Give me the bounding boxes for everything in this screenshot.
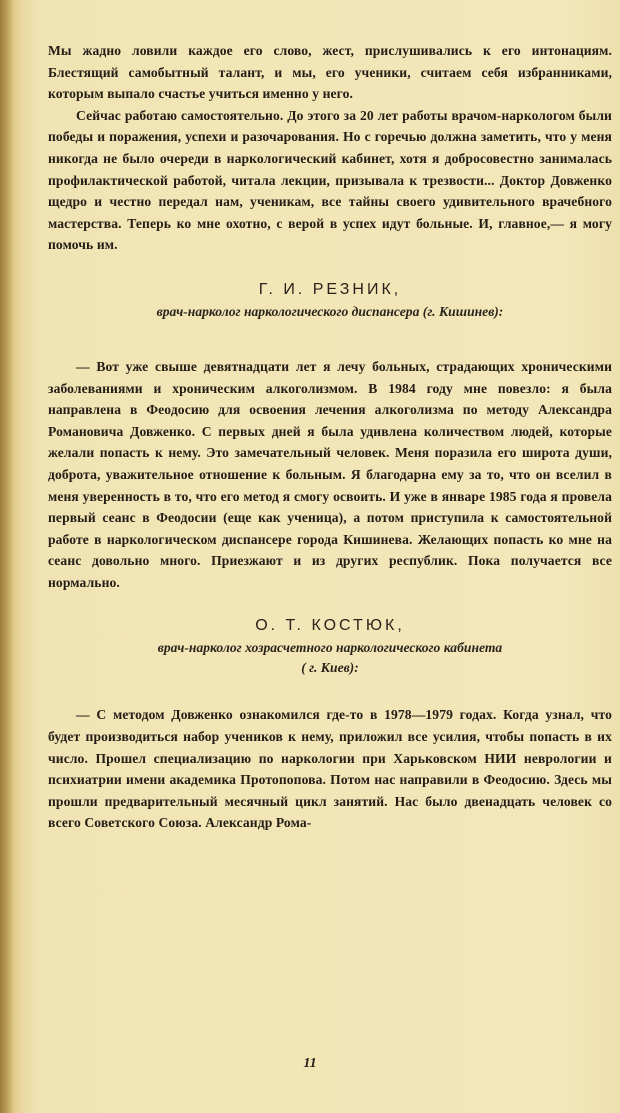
author-role-reznik: врач-нарколог наркологического диспансера (г. Кишинев): — [156, 303, 504, 319]
author-heading-reznik: Г. И. РЕЗНИК, — [258, 280, 402, 298]
author-role-kostyuk-line1: врач-нарколог хозрасчетного наркологического кабинета — [157, 640, 503, 656]
book-spine-shadow — [0, 0, 14, 1113]
paragraph-continuation: Сейчас работаю самостоятельно. До этого за 20 лет работы врачом-наркологом были победы и поражения, успехи и разочарования. Но с горечью должна заметить, что у меня никогда не было очереди в наркологический кабинет, хотя я добросовестно занималась профилактической работой, читала лекции, призывала к трезвости... Доктор Довженко щедро и честно передал нам, ученикам, все тайны своего удивительного врачебного мастерства. Теперь ко мне охотно, с верой в успех идут больные. И, главное,— я могу помочь им. — [48, 107, 612, 253]
author-role-kostyuk-line2: ( г. Киев): — [301, 660, 359, 676]
page-number: 11 — [303, 1056, 317, 1071]
testimony-kostyuk: — С методом Довженко ознакомился где-то в 1978—1979 годах. Когда узнал, что будет производиться набор учеников к нему, приложил все усилия, чтобы попасть в их число. Прошел специализацию по наркологии при Харьковском НИИ неврологии и психиатрии имени академика Протопопова. Потом нас направили в Феодосию. Здесь мы прошли предварительный месячный цикл занятий. Нас было двенадцать человек со всего Советского Союза. Александр Рома- — [48, 707, 612, 831]
page-text-block — [48, 40, 612, 834]
author-heading-kostyuk: О. Т. КОСТЮК, — [255, 617, 405, 635]
paragraph-intro: Мы жадно ловили каждое его слово, жест, прислушивались к его интонациям. Блестящий самобытный талант, и мы, его ученики, считаем себя избранниками, которым выпало счастье учиться именно у него. — [48, 43, 612, 102]
testimony-reznik: — Вот уже свыше девятнадцати лет я лечу больных, страдающих хроническими заболеваниями и хроническим алкоголизмом. В 1984 году мне повезло: я была направлена в Феодосию для освоения лечения алкоголизма по методу Александра Романовича Довженко. С первых дней я была удивлена количеством людей, которые желали попасть к нему. Это замечательный человек. Меня поразила его широта души, доброта, уважительное отношение к больным. Я благодарна ему за то, что он вселил в меня уверенность в то, что его метод я смогу освоить. И уже в январе 1985 года я провела первый сеанс в Феодосии (еще как ученица), а потом приступила к самостоятельной работе в наркологическом диспансере города Кишинева. Желающих попасть ко мне на сеанс довольно много. Приезжают и из других республик. Пока получается все нормально. — [48, 358, 612, 590]
